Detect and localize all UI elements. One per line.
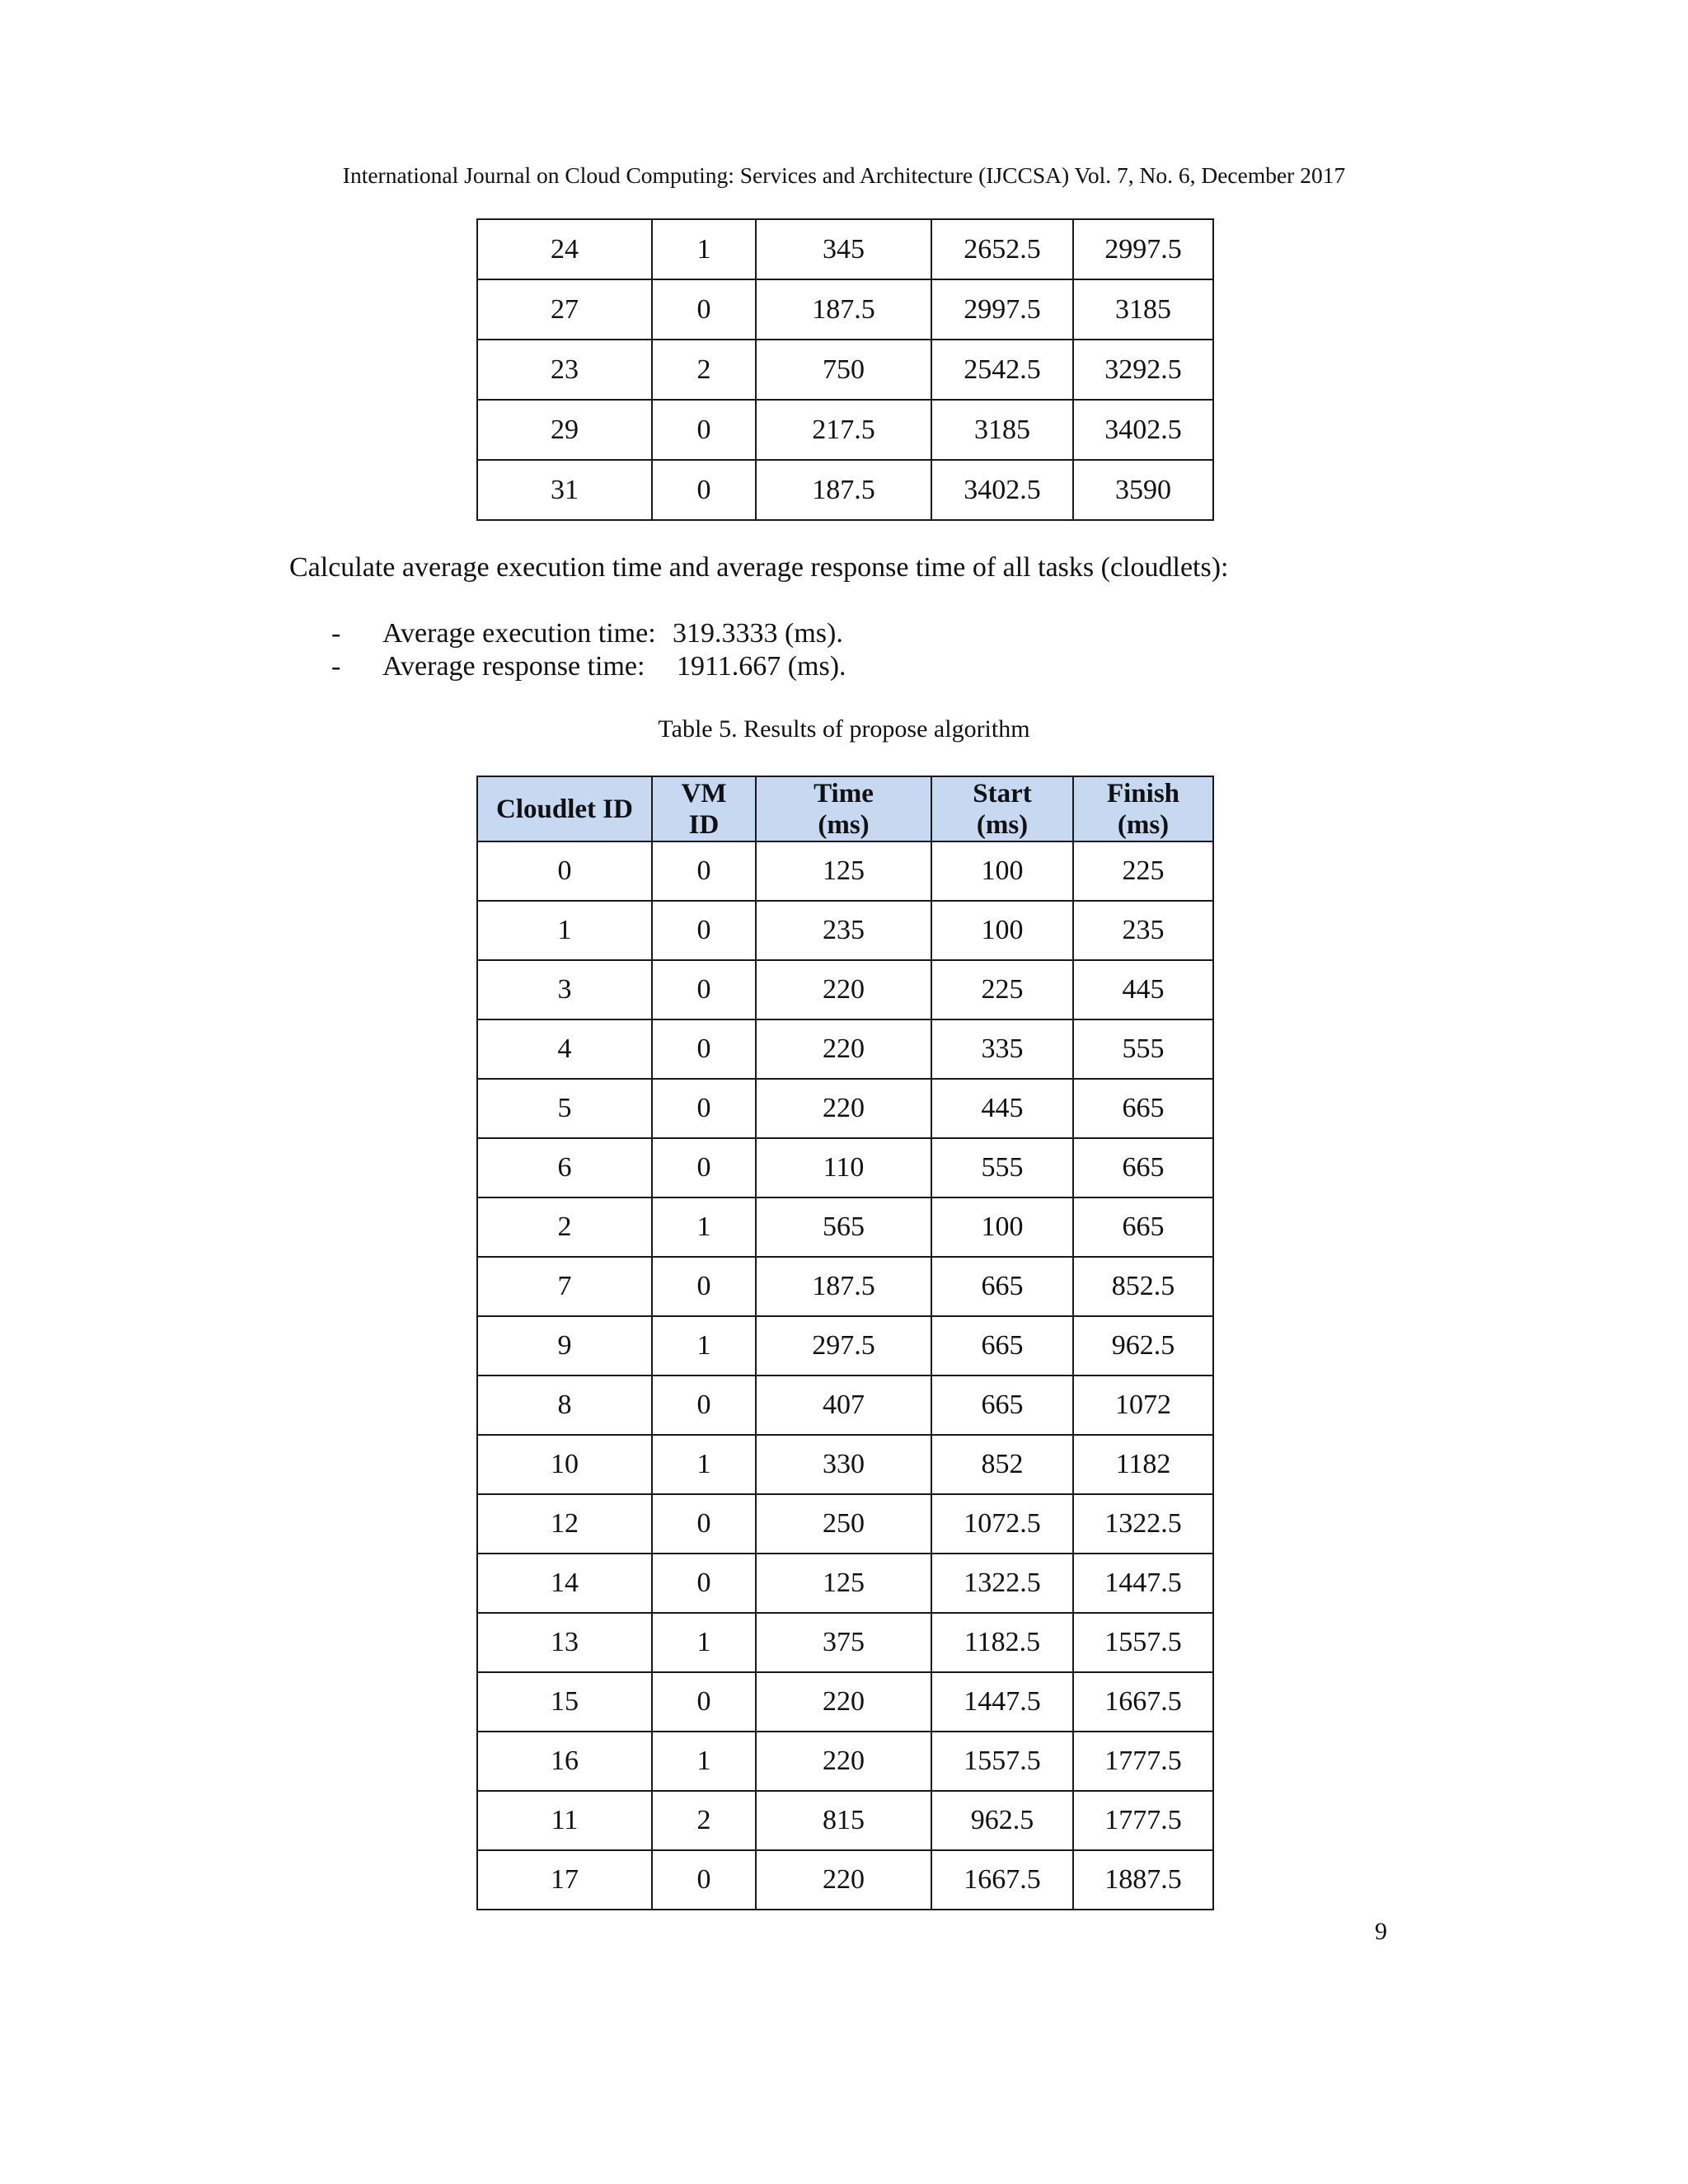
table-cell: 27 — [477, 279, 652, 340]
table-row — [477, 1613, 1213, 1672]
table-cell: 0 — [652, 1672, 756, 1732]
table-cell: 1072.5 — [931, 1494, 1073, 1554]
list-item — [331, 617, 843, 650]
table-cell: 125 — [756, 1554, 931, 1613]
table-cell: 962.5 — [931, 1791, 1073, 1850]
header-line: Time — [814, 778, 874, 808]
table-cell: 0 — [652, 279, 756, 340]
table-cell: 187.5 — [756, 1257, 931, 1316]
table-cell: 220 — [756, 1079, 931, 1138]
table-row — [477, 1079, 1213, 1138]
table-cell: 31 — [477, 460, 652, 520]
table-row — [477, 1316, 1213, 1376]
table-cell: 0 — [652, 460, 756, 520]
header-line: (ms) — [1117, 809, 1170, 840]
average-list — [331, 617, 846, 683]
table-cell: 0 — [652, 1079, 756, 1138]
bullet-dash: - — [331, 618, 341, 649]
bullet-label: Average execution time: — [382, 618, 656, 649]
table-cell: 1182.5 — [931, 1613, 1073, 1672]
header-line: Start — [973, 778, 1032, 808]
table-cell: 445 — [931, 1079, 1073, 1138]
table-cell: 24 — [477, 219, 652, 279]
table-cell: 3185 — [931, 400, 1073, 460]
table-row — [477, 340, 1213, 400]
table-row — [477, 960, 1213, 1019]
table-cell: 1887.5 — [1073, 1850, 1213, 1910]
table-row — [477, 901, 1213, 960]
table-cell: 3402.5 — [931, 460, 1073, 520]
table-cell: 1322.5 — [1073, 1494, 1213, 1554]
table-row — [477, 1672, 1213, 1732]
table-cell: 10 — [477, 1435, 652, 1494]
table-row — [477, 1732, 1213, 1791]
table-cell: 665 — [931, 1257, 1073, 1316]
table-cell: 3185 — [1073, 279, 1213, 340]
table-cell: 6 — [477, 1138, 652, 1197]
table-row — [477, 1554, 1213, 1613]
table-cell: 297.5 — [756, 1316, 931, 1376]
table-cell: 125 — [756, 841, 931, 901]
table-cell: 750 — [756, 340, 931, 400]
table-caption: Table 5. Results of propose algorithm — [658, 715, 1030, 743]
table-cell: 0 — [652, 1257, 756, 1316]
table-cell: 187.5 — [756, 460, 931, 520]
header-line: Finish — [1106, 778, 1180, 808]
table-cell: 100 — [931, 841, 1073, 901]
table-cell: 3292.5 — [1073, 340, 1213, 400]
table-cell: 3 — [477, 960, 652, 1019]
table-cell: 1557.5 — [1073, 1613, 1213, 1672]
table-cell: 220 — [756, 1019, 931, 1079]
table-cell: 220 — [756, 1732, 931, 1791]
bullet-value: 319.3333 (ms). — [673, 618, 843, 649]
bullet-value: 1911.667 (ms). — [677, 651, 846, 682]
table-cell: 407 — [756, 1376, 931, 1435]
column-header-cloudlet-id — [477, 776, 652, 841]
table-row — [477, 1376, 1213, 1435]
table-continued-body — [477, 219, 1213, 520]
table-cell: 9 — [477, 1316, 652, 1376]
table-cell: 3590 — [1073, 460, 1213, 520]
table-cell: 250 — [756, 1494, 931, 1554]
table-cell: 665 — [1073, 1138, 1213, 1197]
table-cell: 2652.5 — [931, 219, 1073, 279]
table-cell: 0 — [652, 1376, 756, 1435]
table-cell: 100 — [931, 901, 1073, 960]
table-cell: 815 — [756, 1791, 931, 1850]
header-line: (ms) — [976, 809, 1029, 840]
table-row — [477, 1197, 1213, 1257]
table-cell: 1 — [652, 1435, 756, 1494]
table-row — [477, 1850, 1213, 1910]
table-cell: 110 — [756, 1138, 931, 1197]
header-line: VM — [681, 778, 727, 808]
table-header-row — [477, 776, 1213, 841]
table-cell: 2 — [652, 1791, 756, 1850]
table-cell: 15 — [477, 1672, 652, 1732]
table-cell: 0 — [652, 841, 756, 901]
table-cell: 1 — [652, 1732, 756, 1791]
table-row — [477, 1791, 1213, 1850]
table-cell: 0 — [652, 400, 756, 460]
table-cell: 665 — [1073, 1197, 1213, 1257]
table-cell: 0 — [652, 901, 756, 960]
running-header: International Journal on Cloud Computing: Services and Architecture (IJCCSA) Vol. 7, No. 6, December 2017 — [342, 162, 1346, 188]
table-cell: 1322.5 — [931, 1554, 1073, 1613]
table-cell: 0 — [652, 1850, 756, 1910]
summary-paragraph: Calculate average execution time and average response time of all tasks (cloudlets): — [289, 552, 1229, 583]
table-cell: 8 — [477, 1376, 652, 1435]
table-cell: 852 — [931, 1435, 1073, 1494]
table-cell: 2 — [477, 1197, 652, 1257]
table-row — [477, 219, 1213, 279]
table-cell: 225 — [931, 960, 1073, 1019]
bullet-dash: - — [331, 651, 341, 682]
table-cell: 0 — [652, 1554, 756, 1613]
table-cell: 1072 — [1073, 1376, 1213, 1435]
table-cell: 16 — [477, 1732, 652, 1791]
table-cell: 225 — [1073, 841, 1213, 901]
table-cell: 1667.5 — [931, 1850, 1073, 1910]
table-cell: 1 — [652, 1316, 756, 1376]
header-line: Cloudlet ID — [496, 794, 633, 824]
table-row — [477, 1019, 1213, 1079]
table-cell: 2997.5 — [1073, 219, 1213, 279]
table-cell: 1777.5 — [1073, 1791, 1213, 1850]
table-cell: 1 — [477, 901, 652, 960]
table-cell: 962.5 — [1073, 1316, 1213, 1376]
table-cell: 0 — [652, 1138, 756, 1197]
column-header-vm-id — [652, 776, 756, 841]
table-cell: 5 — [477, 1079, 652, 1138]
table-row — [477, 1257, 1213, 1316]
table-cell: 1 — [652, 1197, 756, 1257]
table-cell: 4 — [477, 1019, 652, 1079]
table-cell: 1777.5 — [1073, 1732, 1213, 1791]
table-cell: 29 — [477, 400, 652, 460]
table-cell: 23 — [477, 340, 652, 400]
table-cell: 0 — [477, 841, 652, 901]
table-cell: 2 — [652, 340, 756, 400]
table-cell: 0 — [652, 1494, 756, 1554]
table-cell: 187.5 — [756, 279, 931, 340]
table-cell: 3402.5 — [1073, 400, 1213, 460]
table-cell: 665 — [931, 1316, 1073, 1376]
table-row — [477, 279, 1213, 340]
table-cell: 852.5 — [1073, 1257, 1213, 1316]
table-cell: 235 — [756, 901, 931, 960]
header-line: ID — [688, 809, 720, 840]
table-cell: 2542.5 — [931, 340, 1073, 400]
table-cell: 555 — [1073, 1019, 1213, 1079]
table-cell: 2997.5 — [931, 279, 1073, 340]
table-cell: 7 — [477, 1257, 652, 1316]
results-table-body — [477, 841, 1213, 1910]
table-row — [477, 1138, 1213, 1197]
table-cell: 335 — [931, 1019, 1073, 1079]
table-cell: 100 — [931, 1197, 1073, 1257]
table-cell: 217.5 — [756, 400, 931, 460]
table-row — [477, 400, 1213, 460]
table-cell: 17 — [477, 1850, 652, 1910]
table-cell: 1557.5 — [931, 1732, 1073, 1791]
table-cell: 1 — [652, 219, 756, 279]
table-row — [477, 1435, 1213, 1494]
table-cell: 0 — [652, 960, 756, 1019]
list-item — [331, 650, 846, 683]
table-row — [477, 1494, 1213, 1554]
table-cell: 0 — [652, 1019, 756, 1079]
table-cell: 235 — [1073, 901, 1213, 960]
page-number: 9 — [1375, 1918, 1387, 1945]
results-table — [476, 776, 1214, 1910]
table-cell: 330 — [756, 1435, 931, 1494]
table-cell: 665 — [931, 1376, 1073, 1435]
table-cell: 1182 — [1073, 1435, 1213, 1494]
table-cell: 12 — [477, 1494, 652, 1554]
table-cell: 220 — [756, 1672, 931, 1732]
table-continued — [476, 218, 1214, 521]
column-header-finish — [1073, 776, 1213, 841]
table-cell: 445 — [1073, 960, 1213, 1019]
table-cell: 565 — [756, 1197, 931, 1257]
table-cell: 1447.5 — [931, 1672, 1073, 1732]
column-header-start — [931, 776, 1073, 841]
table-cell: 11 — [477, 1791, 652, 1850]
table-row — [477, 460, 1213, 520]
table-cell: 14 — [477, 1554, 652, 1613]
bullet-label: Average response time: — [382, 651, 645, 682]
table-cell: 345 — [756, 219, 931, 279]
table-cell: 375 — [756, 1613, 931, 1672]
table-row — [477, 841, 1213, 901]
header-line: (ms) — [818, 809, 870, 840]
table-cell: 1447.5 — [1073, 1554, 1213, 1613]
column-header-time — [756, 776, 931, 841]
table-cell: 665 — [1073, 1079, 1213, 1138]
table-cell: 220 — [756, 960, 931, 1019]
table-cell: 555 — [931, 1138, 1073, 1197]
table-cell: 1667.5 — [1073, 1672, 1213, 1732]
table-cell: 1 — [652, 1613, 756, 1672]
table-cell: 13 — [477, 1613, 652, 1672]
table-cell: 220 — [756, 1850, 931, 1910]
